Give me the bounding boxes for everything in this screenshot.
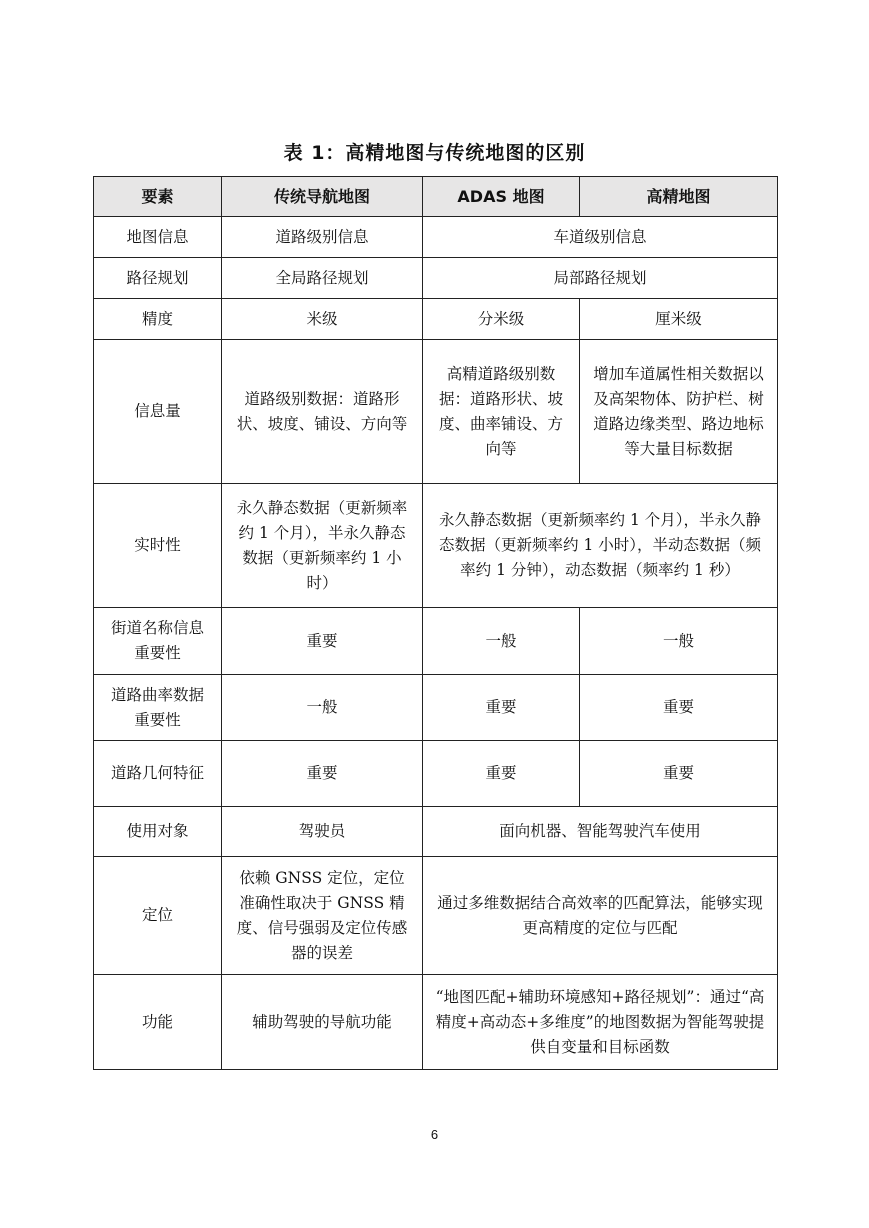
table-row: [94, 741, 778, 807]
row-label: 地图信息: [94, 217, 222, 258]
cell-traditional: 重要: [222, 608, 423, 675]
row-label: 路径规划: [94, 258, 222, 299]
table-row: [94, 340, 778, 484]
table-row: [94, 975, 778, 1070]
table-title: 表 1：高精地图与传统地图的区别: [283, 142, 586, 164]
cell-traditional: 重要: [222, 741, 423, 807]
cell-traditional: 道路级别数据：道路形状、坡度、铺设、方向等: [222, 340, 423, 484]
cell-traditional: 辅助驾驶的导航功能: [222, 975, 423, 1070]
comparison-table: [93, 176, 778, 1070]
header-adas: ADAS 地图: [423, 177, 580, 217]
table-row: [94, 258, 778, 299]
cell-merged: 车道级别信息: [423, 217, 778, 258]
table-row: [94, 608, 778, 675]
cell-hd: 重要: [580, 741, 778, 807]
cell-hd: 厘米级: [580, 299, 778, 340]
table-row: [94, 484, 778, 608]
row-label: 道路曲率数据重要性: [94, 675, 222, 741]
header-hd: 高精地图: [580, 177, 778, 217]
cell-hd: 一般: [580, 608, 778, 675]
table-header-row: [94, 177, 778, 217]
header-traditional: 传统导航地图: [222, 177, 423, 217]
cell-hd: 重要: [580, 675, 778, 741]
cell-merged: 局部路径规划: [423, 258, 778, 299]
table-row: [94, 807, 778, 857]
cell-merged: 通过多维数据结合高效率的匹配算法，能够实现更高精度的定位与匹配: [423, 857, 778, 975]
row-label: 定位: [94, 857, 222, 975]
table-row: [94, 675, 778, 741]
cell-adas: 一般: [423, 608, 580, 675]
cell-adas: 重要: [423, 741, 580, 807]
row-label: 精度: [94, 299, 222, 340]
cell-merged: 永久静态数据（更新频率约 1 个月），半永久静态数据（更新频率约 1 小时），半动态数据（频率约 1 分钟），动态数据（频率约 1 秒）: [423, 484, 778, 608]
cell-adas: 高精道路级别数据：道路形状、坡度、曲率铺设、方向等: [423, 340, 580, 484]
cell-traditional: 依赖 GNSS 定位，定位准确性取决于 GNSS 精度、信号强弱及定位传感器的误差: [222, 857, 423, 975]
cell-merged: 面向机器、智能驾驶汽车使用: [423, 807, 778, 857]
row-label: 使用对象: [94, 807, 222, 857]
cell-adas: 重要: [423, 675, 580, 741]
cell-merged: “地图匹配+辅助环境感知+路径规划”：通过“高精度+高动态+多维度”的地图数据为智能驾驶提供自变量和目标函数: [423, 975, 778, 1070]
cell-adas: 分米级: [423, 299, 580, 340]
cell-traditional: 驾驶员: [222, 807, 423, 857]
row-label: 街道名称信息重要性: [94, 608, 222, 675]
cell-traditional: 永久静态数据（更新频率约 1 个月），半永久静态数据（更新频率约 1 小时）: [222, 484, 423, 608]
table-row: [94, 217, 778, 258]
row-label: 功能: [94, 975, 222, 1070]
cell-hd: 增加车道属性相关数据以及高架物体、防护栏、树道路边缘类型、路边地标等大量目标数据: [580, 340, 778, 484]
row-label: 信息量: [94, 340, 222, 484]
page-number: 6: [430, 1127, 439, 1142]
row-label: 道路几何特征: [94, 741, 222, 807]
cell-traditional: 一般: [222, 675, 423, 741]
cell-traditional: 道路级别信息: [222, 217, 423, 258]
header-element: 要素: [94, 177, 222, 217]
cell-traditional: 全局路径规划: [222, 258, 423, 299]
table-row: [94, 857, 778, 975]
table-row: [94, 299, 778, 340]
row-label: 实时性: [94, 484, 222, 608]
cell-traditional: 米级: [222, 299, 423, 340]
